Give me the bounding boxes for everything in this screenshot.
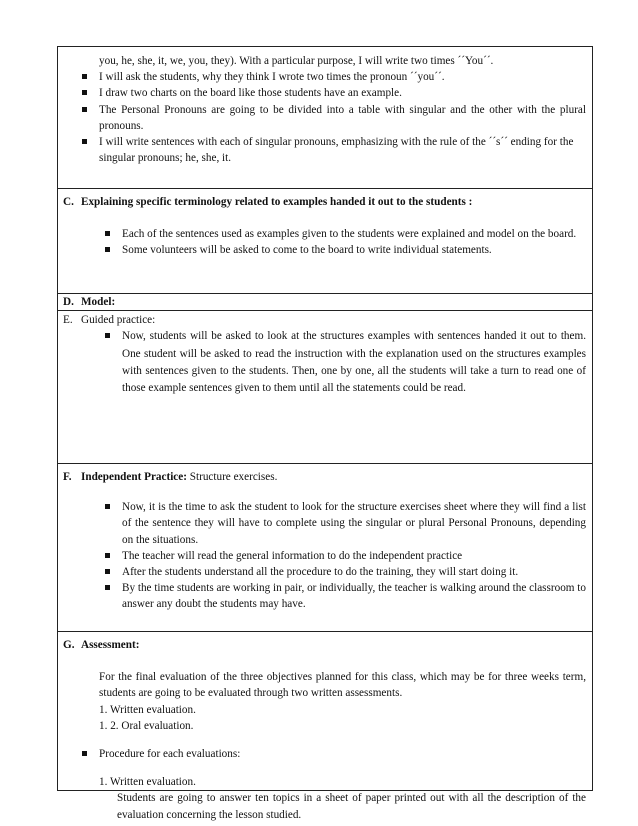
- bullet-icon: [82, 139, 87, 144]
- section-f-heading: F. Independent Practice: Structure exercises.: [63, 471, 278, 483]
- section-f: [58, 463, 592, 632]
- intro-continuation: you, he, she, it, we, you, they). With a particular purpose, I will write two times ´´You´´.: [99, 55, 494, 67]
- section-e-heading: E. Guided practice:: [63, 314, 156, 326]
- bullet-icon: [82, 74, 87, 79]
- list-item: Now, it is the time to ask the student to look for the structure exercises sheet where they will find a list of the sentence they will have to complete using the singular or plural Personal Pronouns, depending on the situations.: [58, 499, 592, 548]
- bullet-icon: [105, 231, 110, 236]
- list-item: 1. Written evaluation.: [99, 703, 196, 716]
- list-item: The teacher will read the general information to do the independent practice: [58, 548, 592, 564]
- list-item: Some volunteers will be asked to come to the board to write individual statements.: [58, 242, 592, 258]
- bullet-icon: [82, 751, 87, 756]
- section-g: [58, 631, 592, 821]
- list-item: Procedure for each evaluations:: [58, 746, 592, 762]
- list-item: I will write sentences with each of singular pronouns, emphasizing with the rule of the ´´s´´ ending for the singular pronouns; he, she, it.: [58, 134, 592, 166]
- bullet-icon: [82, 90, 87, 95]
- section-d-heading: D. Model:: [63, 296, 116, 308]
- written-evaluation-heading: 1. Written evaluation.: [99, 776, 196, 789]
- bullet-icon: [105, 333, 110, 338]
- section-d: [58, 293, 592, 311]
- assessment-paragraph: For the final evaluation of the three objectives planned for this class, which may be for three weeks term, students are going to be evaluated through two written assessments.: [99, 671, 586, 700]
- section-c-heading: C. Explaining specific terminology related to examples handed it out to the students :: [63, 196, 473, 208]
- list-item: After the students understand all the procedure to do the training, they will start doing it.: [58, 564, 592, 580]
- section-intro: [58, 47, 592, 188]
- list-item: Each of the sentences used as examples given to the students were explained and model on the board.: [58, 226, 592, 242]
- section-g-heading: G. Assessment:: [63, 639, 140, 651]
- written-evaluation-description: Students are going to answer ten topics in a sheet of paper printed out with all the description of the evaluation concerning the lesson studied.: [117, 792, 586, 821]
- list-item: The Personal Pronouns are going to be divided into a table with singular and the other with the plural pronouns.: [58, 102, 592, 134]
- bullet-icon: [105, 569, 110, 574]
- list-item: By the time students are working in pair, or individually, the teacher is walking around the classroom to answer any doubt the students may have.: [58, 580, 592, 612]
- list-item: I will ask the students, why they think I wrote two times the pronoun ´´you´´.: [58, 69, 592, 85]
- list-item: Now, students will be asked to look at the structures examples with sentences handed it out to them. One student will be asked to read the instruction with the explanation used on the structures examples with sentences given to the students. Then, one by one, all the students will take a turn to read one of those example sentences given to them until all the statements could be read.: [58, 328, 592, 398]
- section-c: [58, 188, 592, 294]
- lesson-plan-table: [57, 46, 593, 821]
- section-e: [58, 310, 592, 464]
- bullet-icon: [105, 585, 110, 590]
- list-item: I draw two charts on the board like those students have an example.: [58, 85, 592, 101]
- bullet-icon: [105, 553, 110, 558]
- bullet-icon: [105, 504, 110, 509]
- bullet-icon: [105, 247, 110, 252]
- list-item: 1. 2. Oral evaluation.: [99, 719, 194, 732]
- bullet-icon: [82, 107, 87, 112]
